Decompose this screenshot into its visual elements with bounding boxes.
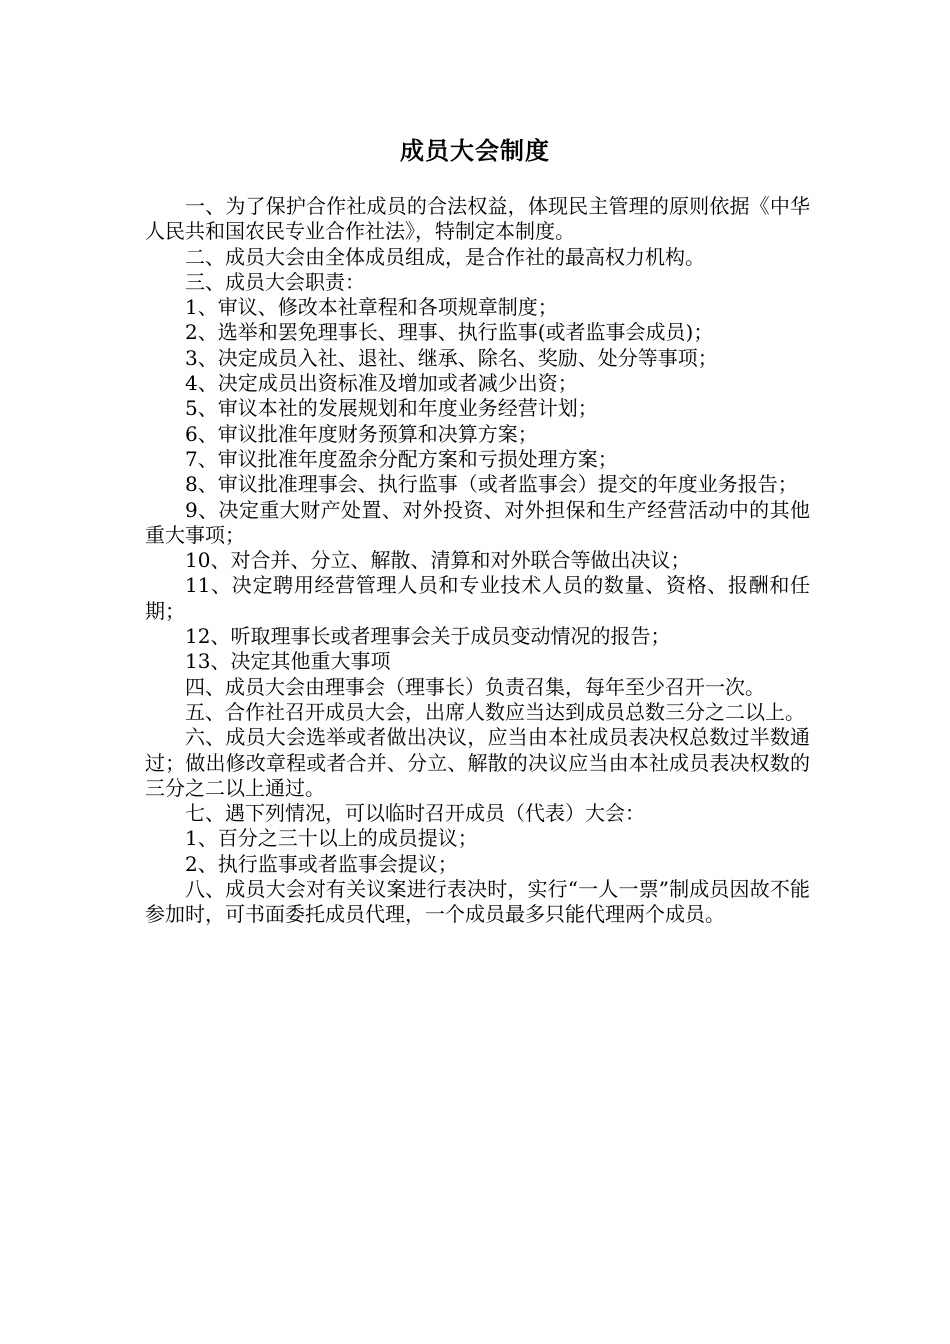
paragraph-4: 四、成员大会由理事会（理事长）负责召集，每年至少召开一次。 [185,674,765,699]
paragraph-3: 三、成员大会职责： [185,269,365,294]
paragraph-6: 六、成员大会选举或者做出决议，应当由本社成员表决权总数过半数通过；做出修改章程或者合并、分立、解散的决议应当由本社成员表决权数的三分之二以上通过。 [145,725,810,800]
paragraph-8: 八、成员大会对有关议案进行表决时，实行“一人一票”制成员因故不能参加时，可书面委托成员代理，一个成员最多只能代理两个成员。 [145,877,810,927]
paragraph-7: 七、遇下列情况，可以临时召开成员（代表）大会： [185,801,645,826]
paragraph-5: 五、合作社召开成员大会，出席人数应当达到成员总数三分之二以上。 [185,699,805,724]
duty-item-6: 6、审议批准年度财务预算和决算方案； [185,421,538,446]
duty-item-8: 8、审议批准理事会、执行监事（或者监事会）提交的年度业务报告； [185,472,798,497]
duty-item-12: 12、听取理事长或者理事会关于成员变动情况的报告； [185,624,671,649]
temp-meeting-item-1: 1、百分之三十以上的成员提议； [185,826,478,851]
document-title: 成员大会制度 [400,136,550,165]
paragraph-1: 一、为了保护合作社成员的合法权益，体现民主管理的原则依据《中华人民共和国农民专业合作社法》，特制定本制度。 [145,194,810,244]
duty-item-7: 7、审议批准年度盈余分配方案和亏损处理方案； [185,446,618,471]
duty-item-2: 2、选举和罢免理事长、理事、执行监事(或者监事会成员)； [185,320,714,345]
duty-item-1: 1、审议、修改本社章程和各项规章制度； [185,295,558,320]
duty-item-13: 13、决定其他重大事项 [185,649,391,674]
duty-item-10: 10、对合并、分立、解散、清算和对外联合等做出决议； [185,548,691,573]
duty-item-9: 9、决定重大财产处置、对外投资、对外担保和生产经营活动中的其他重大事项； [145,497,810,547]
duty-item-4: 4、决定成员出资标准及增加或者减少出资； [185,371,578,396]
temp-meeting-item-2: 2、执行监事或者监事会提议； [185,851,458,876]
document-body [145,194,810,928]
duty-item-3: 3、决定成员入社、退社、继承、除名、奖励、处分等事项； [185,345,718,370]
duty-item-5: 5、审议本社的发展规划和年度业务经营计划； [185,396,598,421]
paragraph-2: 二、成员大会由全体成员组成，是合作社的最高权力机构。 [185,244,705,269]
duty-item-11: 11、决定聘用经营管理人员和专业技术人员的数量、资格、报酬和任期； [145,573,810,623]
